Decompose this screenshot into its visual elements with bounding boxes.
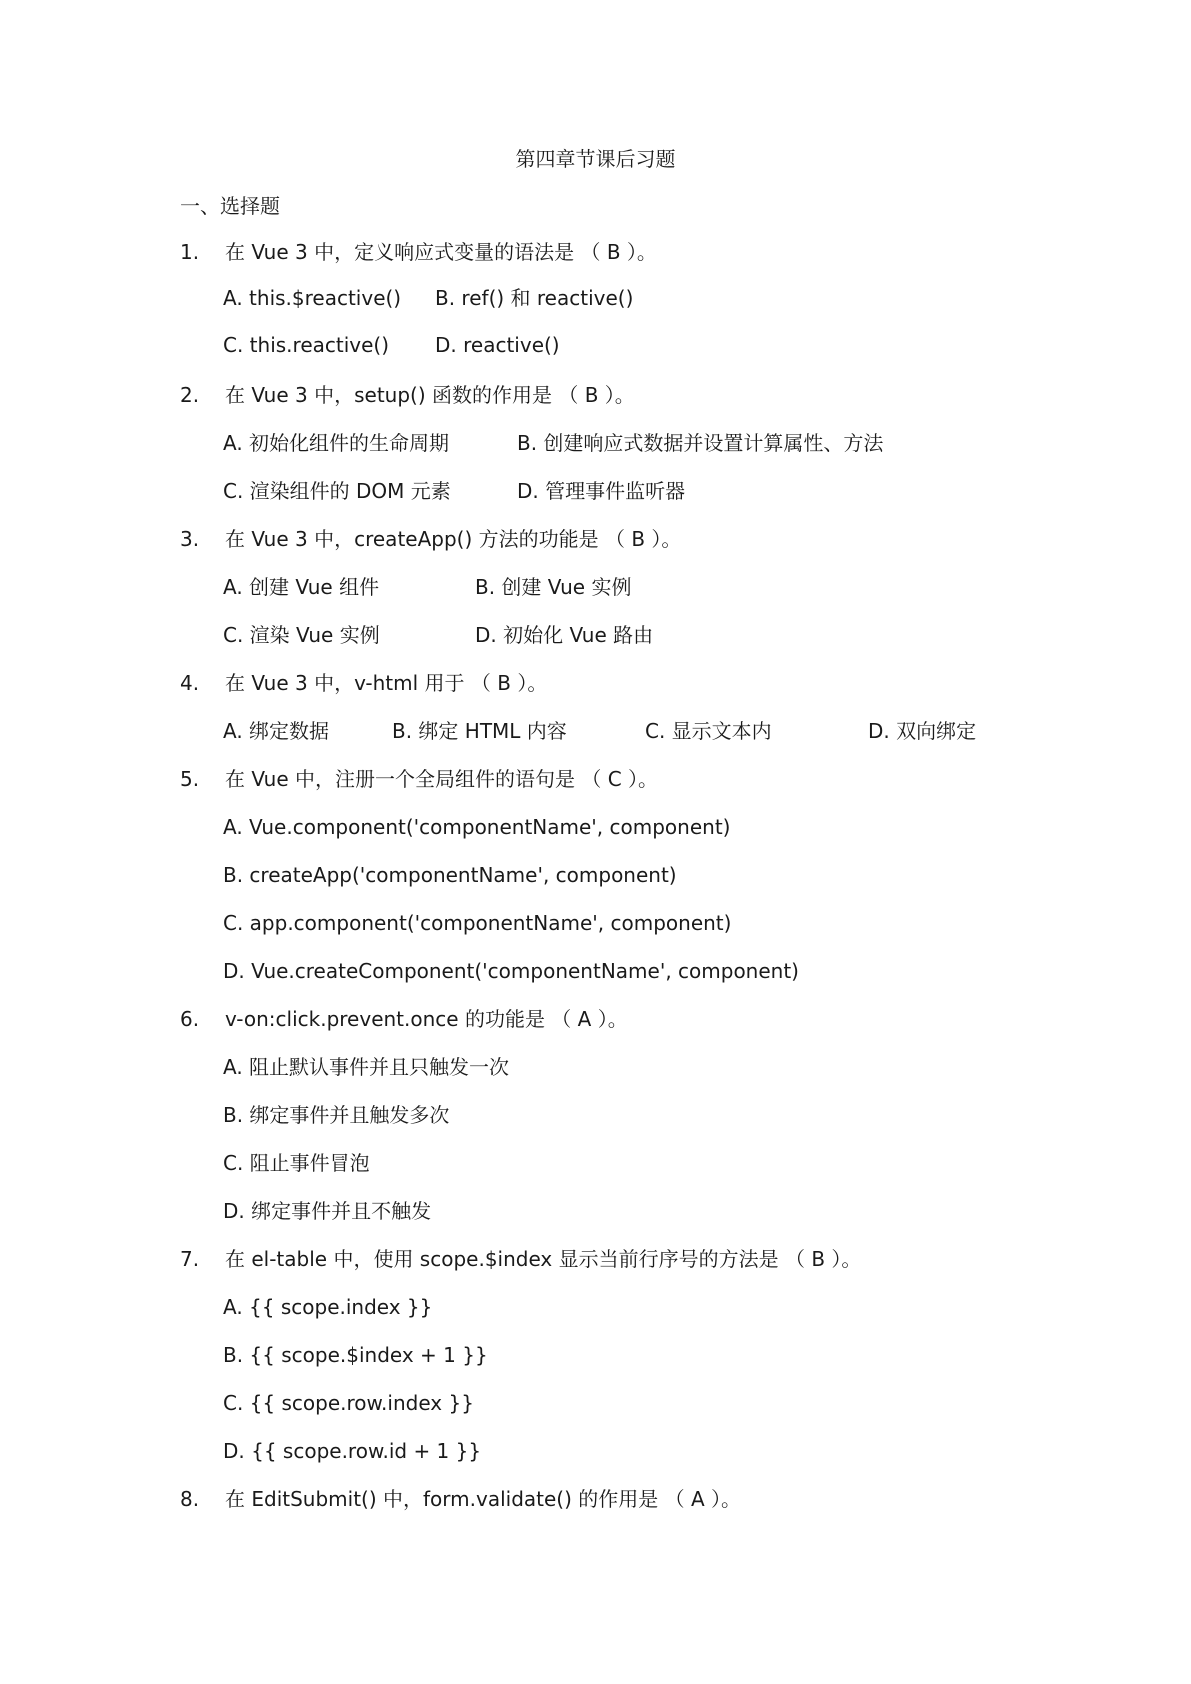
option-b: B. 绑定 HTML 内容	[392, 719, 567, 743]
option-c: C. 渲染组件的 DOM 元素	[223, 479, 451, 503]
option-b: B. 创建响应式数据并设置计算属性、方法	[517, 431, 884, 455]
question-number: 6.	[180, 1007, 200, 1031]
question-number: 4.	[180, 671, 200, 695]
option-c: C. 渲染 Vue 实例	[223, 623, 380, 647]
option-a: A. 绑定数据	[223, 719, 330, 743]
option-a: A. 初始化组件的生命周期	[223, 431, 450, 455]
option-c: C. {{ scope.row.index }}	[223, 1391, 474, 1415]
option-a: A. {{ scope.index }}	[223, 1295, 433, 1319]
question-text: 在 Vue 3 中，定义响应式变量的语法是 （ B ）。	[225, 240, 657, 264]
question-text: 在 Vue 中，注册一个全局组件的语句是 （ C ）。	[225, 767, 659, 791]
option-d: D. 管理事件监听器	[517, 479, 686, 503]
option-c: C. 阻止事件冒泡	[223, 1151, 370, 1175]
option-d: D. 初始化 Vue 路由	[475, 623, 654, 647]
option-a: A. this.$reactive()	[223, 286, 402, 310]
question-text: 在 el-table 中，使用 scope.$index 显示当前行序号的方法是 （ B ）。	[225, 1247, 862, 1271]
option-d: D. 双向绑定	[868, 719, 977, 743]
question-text: 在 Vue 3 中，setup() 函数的作用是 （ B ）。	[225, 383, 635, 407]
option-d: D. reactive()	[435, 333, 560, 357]
option-b: B. 绑定事件并且触发多次	[223, 1103, 450, 1127]
option-c: C. 显示文本内	[645, 719, 772, 743]
question-number: 3.	[180, 527, 200, 551]
question-text: v-on:click.prevent.once 的功能是 （ A ）。	[225, 1007, 628, 1031]
question-number: 7.	[180, 1247, 200, 1271]
option-b: B. createApp('componentName', component)	[223, 863, 677, 887]
question-text: 在 Vue 3 中，createApp() 方法的功能是 （ B ）。	[225, 527, 682, 551]
question-number: 8.	[180, 1487, 200, 1511]
page-title: 第四章节课后习题	[515, 147, 676, 171]
question-number: 1.	[180, 240, 200, 264]
section-heading: 一、选择题	[180, 194, 280, 218]
option-b: B. ref() 和 reactive()	[435, 286, 634, 310]
question-text: 在 EditSubmit() 中，form.validate() 的作用是 （ A ）。	[225, 1487, 742, 1511]
option-d: D. {{ scope.row.id + 1 }}	[223, 1439, 482, 1463]
option-a: A. 创建 Vue 组件	[223, 575, 380, 599]
question-number: 2.	[180, 383, 200, 407]
option-b: B. {{ scope.$index + 1 }}	[223, 1343, 488, 1367]
option-a: A. Vue.component('componentName', component)	[223, 815, 731, 839]
question-number: 5.	[180, 767, 200, 791]
option-a: A. 阻止默认事件并且只触发一次	[223, 1055, 510, 1079]
option-b: B. 创建 Vue 实例	[475, 575, 632, 599]
option-d: D. Vue.createComponent('componentName', component)	[223, 959, 799, 983]
option-c: C. this.reactive()	[223, 333, 390, 357]
option-c: C. app.component('componentName', component)	[223, 911, 732, 935]
question-text: 在 Vue 3 中，v-html 用于 （ B ）。	[225, 671, 548, 695]
option-d: D. 绑定事件并且不触发	[223, 1199, 432, 1223]
